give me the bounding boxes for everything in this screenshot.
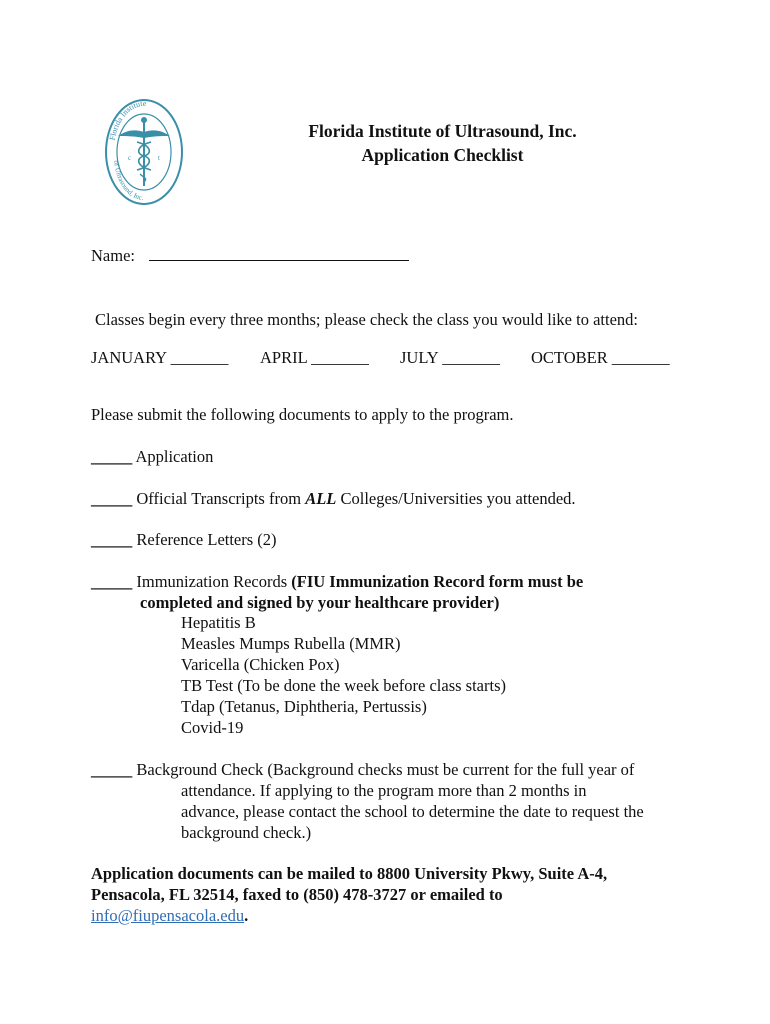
item-label: Application <box>135 447 214 466</box>
month-october[interactable]: OCTOBER _______ <box>531 348 670 367</box>
page-title: Application Checklist <box>361 145 524 165</box>
checklist-item-immunization <box>91 572 583 592</box>
logo-bottom-text: of Ultrasound, Inc. <box>112 160 144 202</box>
checklist-item-transcripts <box>91 489 576 509</box>
checkbox-blank[interactable]: _____ <box>91 530 133 549</box>
item-label-pre: Official Transcripts from <box>136 489 306 508</box>
background-text-line2: attendance. If applying to the program more than 2 months in <box>181 781 587 800</box>
institute-title: Florida Institute of Ultrasound, Inc. <box>308 121 577 141</box>
item-label: Reference Letters (2) <box>136 530 277 549</box>
name-field[interactable] <box>149 246 409 261</box>
immunization-mmr: Measles Mumps Rubella (MMR) <box>181 634 401 653</box>
immunization-tb-test: TB Test (To be done the week before class starts) <box>181 676 506 695</box>
email-link[interactable]: info@fiupensacola.edu <box>91 906 245 925</box>
institute-logo <box>104 98 184 206</box>
name-row <box>91 246 409 266</box>
email-row <box>91 906 248 926</box>
svg-text:t: t <box>158 154 160 162</box>
background-text-line4: background check.) <box>181 823 312 842</box>
immunization-hepatitis-b: Hepatitis B <box>181 613 256 632</box>
checklist-item-background <box>91 760 634 780</box>
immunization-note: (FIU Immunization Record form must be <box>291 572 584 591</box>
month-january[interactable]: JANUARY _______ <box>91 348 229 367</box>
month-july[interactable]: JULY _______ <box>400 348 500 367</box>
checkbox-blank[interactable]: _____ <box>91 572 133 591</box>
background-text-line3: advance, please contact the school to determine the date to request the <box>181 802 644 821</box>
classes-intro: Classes begin every three months; please check the class you would like to attend: <box>95 310 638 329</box>
item-label: Background Check (Background checks must be current for the full year of <box>136 760 635 779</box>
immunization-tdap: Tdap (Tetanus, Diphtheria, Pertussis) <box>181 697 427 716</box>
submit-intro: Please submit the following documents to apply to the program. <box>91 405 514 424</box>
checkbox-blank[interactable]: _____ <box>91 760 133 779</box>
checklist-item-references <box>91 530 277 550</box>
immunization-varicella: Varicella (Chicken Pox) <box>181 655 340 674</box>
mailing-instructions-line2: Pensacola, FL 32514, faxed to (850) 478-3727 or emailed to <box>91 885 503 904</box>
checkbox-blank[interactable]: _____ <box>91 489 133 508</box>
email-period: . <box>244 906 249 925</box>
logo-top-text: Florida Institute <box>107 98 147 142</box>
checklist-item-application <box>91 447 213 467</box>
immunization-note-continued: completed and signed by your healthcare provider) <box>140 593 500 612</box>
item-label-post: Colleges/Universities you attended. <box>336 489 576 508</box>
item-label-emphasis: ALL <box>305 489 337 508</box>
svg-text:c: c <box>128 154 132 162</box>
item-label: Immunization Records <box>136 572 292 591</box>
checkbox-blank[interactable]: _____ <box>91 447 133 466</box>
month-april[interactable]: APRIL _______ <box>260 348 369 367</box>
immunization-covid: Covid-19 <box>181 718 244 737</box>
mailing-instructions-line1: Application documents can be mailed to 8800 University Pkwy, Suite A-4, <box>91 864 608 883</box>
name-label: Name: <box>91 246 135 265</box>
